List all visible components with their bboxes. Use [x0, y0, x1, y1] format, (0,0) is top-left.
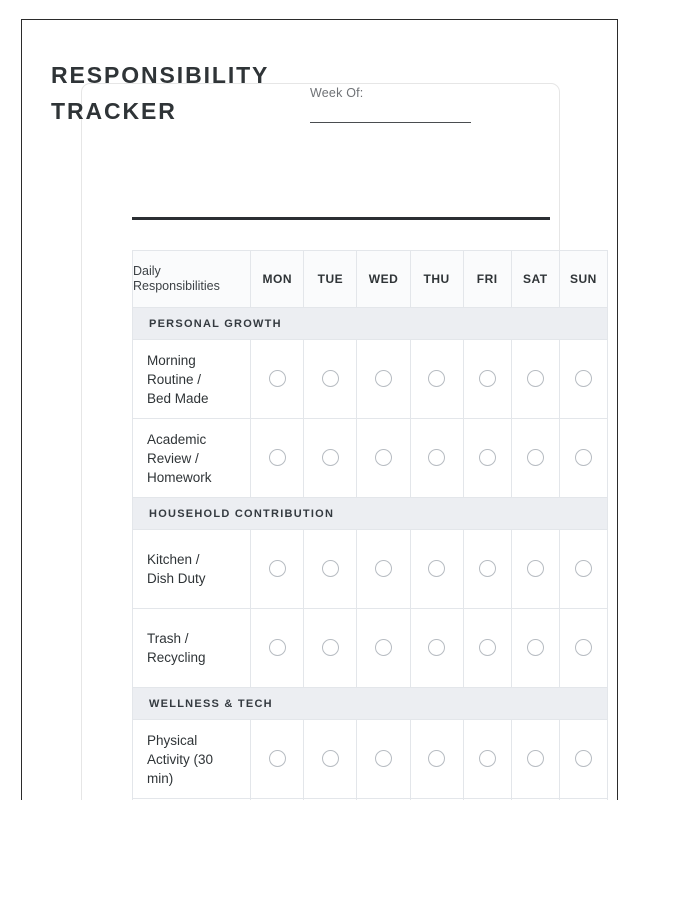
- empty-circle-icon[interactable]: [269, 750, 286, 767]
- empty-circle-icon[interactable]: [322, 449, 339, 466]
- task-column-header: [133, 251, 251, 308]
- table-row: [133, 419, 608, 498]
- empty-circle-icon[interactable]: [479, 449, 496, 466]
- empty-circle-icon[interactable]: [322, 370, 339, 387]
- section-header-row: [133, 498, 608, 530]
- day-header-sat: SAT: [511, 251, 559, 308]
- empty-circle-icon[interactable]: [375, 449, 392, 466]
- table-row: [133, 340, 608, 419]
- table-row: [133, 720, 608, 799]
- task-label-line-3: Homework: [147, 469, 212, 485]
- page-bottom-clip: [0, 800, 700, 900]
- checkbox-cell-sun[interactable]: [559, 609, 607, 688]
- checkbox-cell-mon[interactable]: [251, 530, 304, 609]
- task-label: [133, 419, 251, 498]
- table-body: [133, 308, 608, 878]
- empty-circle-icon[interactable]: [527, 750, 544, 767]
- page-sheet: [21, 19, 618, 900]
- task-label-line-2: Dish Duty: [147, 571, 206, 586]
- empty-circle-icon[interactable]: [575, 370, 592, 387]
- title-block: [51, 57, 301, 129]
- task-label-line-1: Academic: [147, 431, 207, 447]
- empty-circle-icon[interactable]: [527, 639, 544, 656]
- checkbox-cell-thu[interactable]: [410, 530, 463, 609]
- empty-circle-icon[interactable]: [269, 639, 286, 656]
- checkbox-cell-tue[interactable]: [304, 340, 357, 419]
- task-column-header-line-1: Daily: [133, 264, 161, 278]
- table-header: [133, 251, 608, 308]
- checkbox-cell-sat[interactable]: [511, 720, 559, 799]
- checkbox-cell-sun[interactable]: [559, 720, 607, 799]
- checkbox-cell-mon[interactable]: [251, 340, 304, 419]
- task-label: [133, 609, 251, 688]
- task-label-line-1: Physical: [147, 732, 198, 748]
- week-of-label: Week Of:: [310, 86, 364, 100]
- day-header-sun: SUN: [559, 251, 607, 308]
- empty-circle-icon[interactable]: [575, 639, 592, 656]
- task-column-header-line-2: Responsibilities: [133, 279, 220, 293]
- page-title-line-1: RESPONSIBILITY: [51, 62, 270, 88]
- task-label-line-1: Kitchen /: [147, 552, 200, 567]
- checkbox-cell-thu[interactable]: [410, 720, 463, 799]
- document-header: [51, 57, 471, 147]
- checkbox-cell-fri[interactable]: [463, 340, 511, 419]
- checkbox-cell-sun[interactable]: [559, 530, 607, 609]
- checkbox-cell-tue[interactable]: [304, 720, 357, 799]
- section-title-wellness-and-tech: WELLNESS & TECH: [133, 688, 608, 720]
- task-label-line-2: Activity (30: [147, 751, 214, 767]
- day-header-fri: FRI: [463, 251, 511, 308]
- empty-circle-icon[interactable]: [269, 449, 286, 466]
- empty-circle-icon[interactable]: [479, 370, 496, 387]
- checkbox-cell-wed[interactable]: [357, 609, 410, 688]
- responsibility-table: [132, 250, 608, 878]
- checkbox-cell-mon[interactable]: [251, 720, 304, 799]
- checkbox-cell-sat[interactable]: [511, 340, 559, 419]
- checkbox-cell-tue[interactable]: [304, 419, 357, 498]
- empty-circle-icon[interactable]: [575, 449, 592, 466]
- empty-circle-icon[interactable]: [527, 449, 544, 466]
- week-of-write-line[interactable]: [310, 122, 471, 123]
- checkbox-cell-wed[interactable]: [357, 340, 410, 419]
- checkbox-cell-sun[interactable]: [559, 419, 607, 498]
- empty-circle-icon[interactable]: [479, 639, 496, 656]
- empty-circle-icon[interactable]: [527, 370, 544, 387]
- empty-circle-icon[interactable]: [428, 449, 445, 466]
- checkbox-cell-wed[interactable]: [357, 530, 410, 609]
- section-header-row: [133, 308, 608, 340]
- task-label-line-3: min): [147, 770, 174, 786]
- task-label: [133, 530, 251, 609]
- checkbox-cell-fri[interactable]: [463, 530, 511, 609]
- empty-circle-icon[interactable]: [322, 750, 339, 767]
- empty-circle-icon[interactable]: [375, 639, 392, 656]
- checkbox-cell-fri[interactable]: [463, 609, 511, 688]
- tracker-table-container: [132, 250, 608, 878]
- empty-circle-icon[interactable]: [322, 560, 339, 577]
- checkbox-cell-sat[interactable]: [511, 530, 559, 609]
- empty-circle-icon[interactable]: [269, 370, 286, 387]
- section-header-row: [133, 688, 608, 720]
- task-label-line-2: Routine /: [147, 371, 202, 387]
- empty-circle-icon[interactable]: [428, 560, 445, 577]
- week-of-field[interactable]: [310, 85, 471, 123]
- checkbox-cell-wed[interactable]: [357, 419, 410, 498]
- task-label-line-1: Morning: [147, 352, 196, 368]
- task-label-line-2: Recycling: [147, 650, 206, 665]
- empty-circle-icon[interactable]: [375, 750, 392, 767]
- page-title-line-2: TRACKER: [51, 98, 177, 124]
- table-row: [133, 609, 608, 688]
- empty-circle-icon[interactable]: [575, 560, 592, 577]
- checkbox-cell-thu[interactable]: [410, 340, 463, 419]
- checkbox-cell-tue[interactable]: [304, 609, 357, 688]
- empty-circle-icon[interactable]: [479, 750, 496, 767]
- task-label-line-2: Review /: [147, 450, 199, 466]
- day-header-wed: WED: [357, 251, 410, 308]
- checkbox-cell-sun[interactable]: [559, 340, 607, 419]
- checkbox-cell-thu[interactable]: [410, 419, 463, 498]
- title-divider-rule: [132, 217, 550, 220]
- task-label: [133, 720, 251, 799]
- empty-circle-icon[interactable]: [375, 560, 392, 577]
- empty-circle-icon[interactable]: [479, 560, 496, 577]
- day-header-thu: THU: [410, 251, 463, 308]
- checkbox-cell-mon[interactable]: [251, 419, 304, 498]
- empty-circle-icon[interactable]: [322, 639, 339, 656]
- checkbox-cell-sat[interactable]: [511, 419, 559, 498]
- checkbox-cell-fri[interactable]: [463, 720, 511, 799]
- task-label-line-1: Trash /: [147, 631, 189, 646]
- empty-circle-icon[interactable]: [575, 750, 592, 767]
- section-title-household-contribution: HOUSEHOLD CONTRIBUTION: [133, 498, 608, 530]
- section-title-personal-growth: PERSONAL GROWTH: [133, 308, 608, 340]
- task-label-line-3: Bed Made: [147, 390, 209, 406]
- empty-circle-icon[interactable]: [375, 370, 392, 387]
- empty-circle-icon[interactable]: [527, 560, 544, 577]
- empty-circle-icon[interactable]: [428, 370, 445, 387]
- checkbox-cell-wed[interactable]: [357, 720, 410, 799]
- checkbox-cell-tue[interactable]: [304, 530, 357, 609]
- task-label: [133, 340, 251, 419]
- day-header-mon: MON: [251, 251, 304, 308]
- empty-circle-icon[interactable]: [428, 750, 445, 767]
- checkbox-cell-mon[interactable]: [251, 609, 304, 688]
- table-header-row: [133, 251, 608, 308]
- table-row: [133, 530, 608, 609]
- checkbox-cell-sat[interactable]: [511, 609, 559, 688]
- checkbox-cell-fri[interactable]: [463, 419, 511, 498]
- empty-circle-icon[interactable]: [428, 639, 445, 656]
- empty-circle-icon[interactable]: [269, 560, 286, 577]
- checkbox-cell-thu[interactable]: [410, 609, 463, 688]
- day-header-tue: TUE: [304, 251, 357, 308]
